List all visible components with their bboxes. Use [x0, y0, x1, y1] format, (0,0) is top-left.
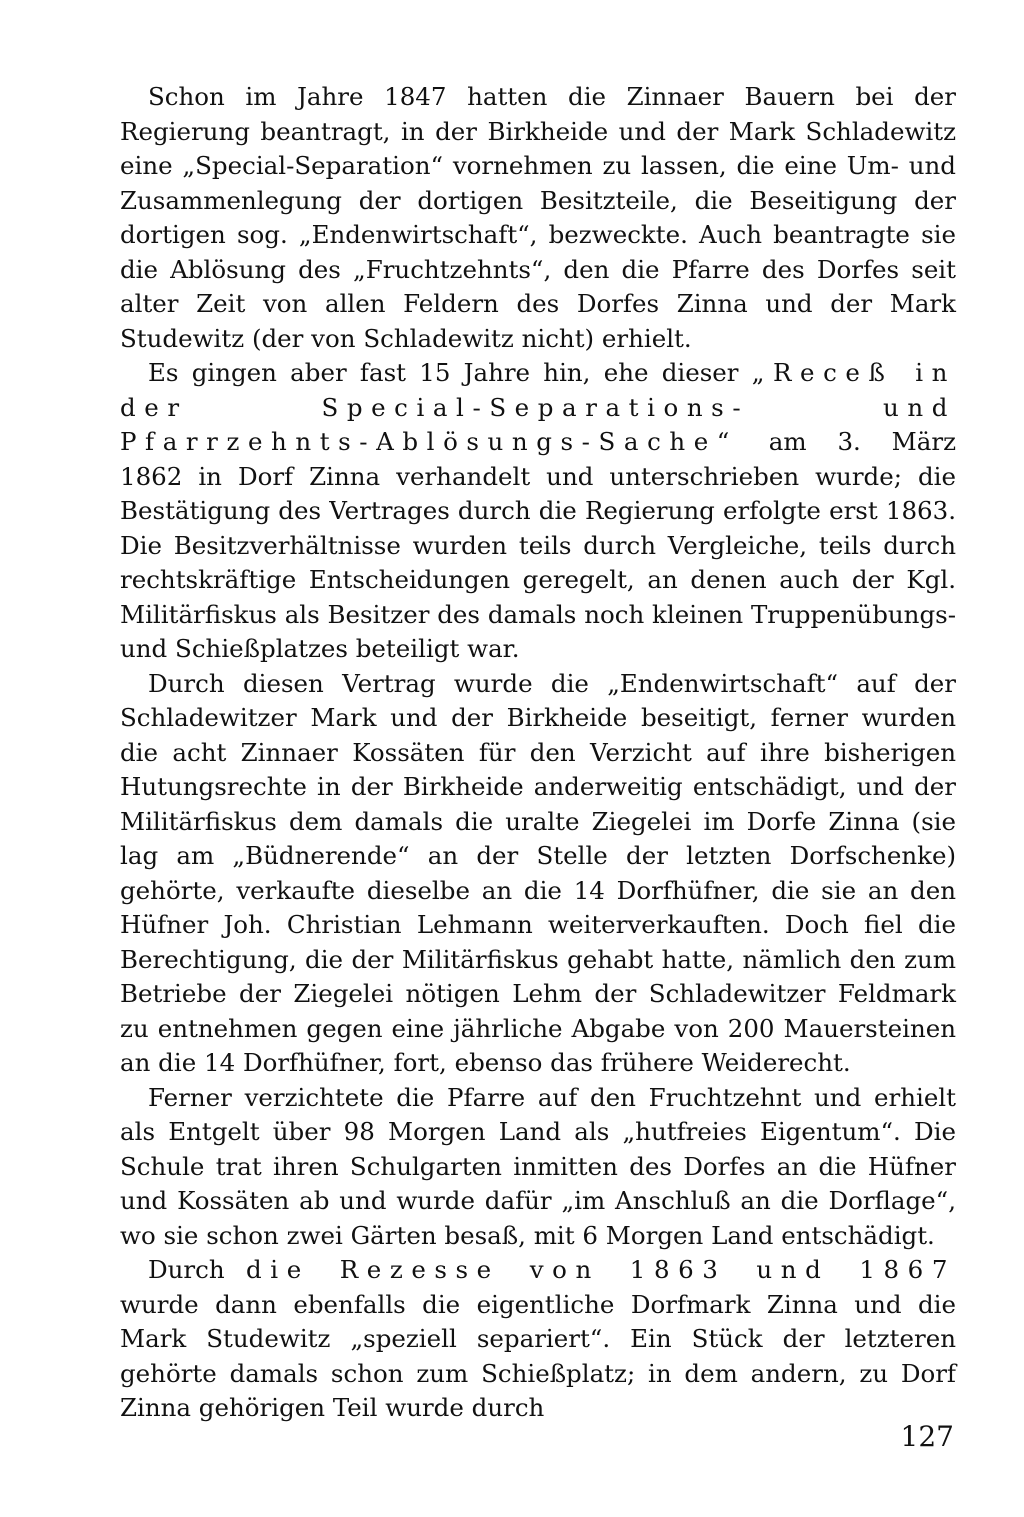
text-segment: am 3. März 1862 in Dorf Zinna verhandelt und unterschrieben wurde; die Bestätigung des Vertrages durch die Regierung erfolgte erst 1863. Die Besitzverhältnisse wurden teils durch Vergleiche, teils durch rechtskräftige Entscheidungen geregelt, an denen auch der Kgl. Militärfiskus als Besitzer des damals noch kleinen Truppenübungs- und Schießplatzes beteiligt war. — [120, 427, 956, 663]
page-number: 127 — [900, 1420, 954, 1453]
paragraph-3 — [120, 667, 956, 1081]
spaced-emphasis-text: die Rezesse von 1863 und 1867 — [246, 1255, 956, 1284]
paragraph-5 — [120, 1253, 956, 1426]
text-segment: Durch — [148, 1255, 247, 1284]
paragraph-4 — [120, 1081, 956, 1254]
text-segment: Durch diesen Vertrag wurde die „Endenwirtschaft“ auf der Schladewitzer Mark und der Birkheide beseitigt, ferner wurden die acht Zinnaer Kossäten für den Verzicht auf ihre bisherigen Hutungsrechte in der Birkheide anderweitig entschädigt, und der Militärfiskus dem damals die uralte Ziegelei im Dorfe Zinna (sie lag am „Büdnerende“ an der Stelle der letzten Dorfschenke) gehörte, verkaufte dieselbe an die 14 Dorfhüfner, die sie an den Hüfner Joh. Christian Lehmann weiterverkauften. Doch fiel die Berechtigung, die der Militärfiskus gehabt hatte, nämlich den zum Betriebe der Ziegelei nötigen Lehm der Schladewitzer Feldmark zu entnehmen gegen eine jährliche Abgabe von 200 Mauersteinen an die 14 Dorfhüfner, fort, ebenso das frühere Weiderecht. — [120, 668, 956, 1077]
spaced-title-text: „Receß in der Special-Separations- und Pfarrzehnts-Ablösungs-Sache“ — [120, 358, 956, 456]
text-segment: Schon im Jahre 1847 hatten die Zinnaer Bauern bei der Regierung beantragt, in der Birkheide und der Mark Schladewitz eine „Special-Separation“ vornehmen zu lassen, die eine Um- und Zusammenlegung der dortigen Besitzteile, die Beseitigung der dortigen sog. „Endenwirtschaft“, bezweckte. Auch beantragte sie die Ablösung des „Fruchtzehnts“, den die Pfarre des Dorfes seit alter Zeit von allen Feldern des Dorfes Zinna und der Mark Studewitz (der von Schladewitz nicht) erhielt. — [120, 82, 956, 353]
body-text — [120, 80, 956, 1426]
text-segment: Ferner verzichtete die Pfarre auf den Fruchtzehnt und erhielt als Entgelt über 98 Morgen Land als „hutfreies Eigentum“. Die Schule trat ihren Schulgarten inmitten des Dorfes an die Hüfner und Kossäten ab und wurde dafür „im Anschluß an die Dorflage“, wo sie schon zwei Gärten besaß, mit 6 Morgen Land entschädigt. — [120, 1082, 956, 1250]
text-segment: Es gingen aber fast 15 Jahre hin, ehe dieser — [148, 358, 752, 387]
text-segment: wurde dann ebenfalls die eigentliche Dorfmark Zinna und die Mark Studewitz „speziell separiert“. Ein Stück der letzteren gehörte damals schon zum Schießplatz; in dem andern, zu Dorf Zinna gehörigen Teil wurde durch — [120, 1289, 956, 1422]
paragraph-2 — [120, 356, 956, 667]
paragraph-1 — [120, 80, 956, 356]
